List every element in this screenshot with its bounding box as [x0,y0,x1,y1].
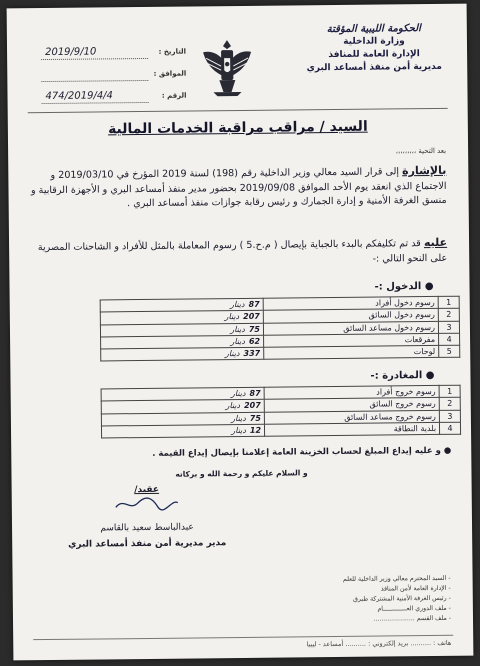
copies-list [251,574,452,626]
ref-label: الرقم : [161,91,187,100]
row-number: 3 [438,321,459,334]
bullet-icon: ● [440,445,452,456]
signatory-position: مدير مديرية أمن منفذ أمساعد البري [68,538,227,550]
bullet-icon: ● [422,369,435,382]
fee-label: لوحات [264,346,439,360]
deposit-note: ● و عليه إيداع المبلغ لحساب الخزينة العامة إعلامنا بإيصال إيداع القيمة . [152,445,452,459]
fee-amount: 337دينار [101,347,264,361]
instruction-lead: عليه [423,235,448,250]
row-number: 5 [439,345,460,358]
copy-item: - ملف الدوري العـــــــــــــام [377,604,451,613]
row-number: 1 [439,385,460,398]
date-row [41,41,186,65]
fee-amount: 12دينار [101,424,264,438]
eagle-emblem-icon [197,36,258,99]
exit-fee-table [101,385,462,439]
instruction-paragraph [31,236,447,270]
document-meta [41,41,187,109]
exit-heading: ● المغادرة :- [370,369,435,382]
date-label: التاريخ : [158,47,187,56]
row-number: 4 [439,422,460,435]
signature-rank: عقيد/ [134,484,160,496]
fee-amount: 75دينار [100,323,263,337]
date-value: 2019/9/10 [41,45,148,59]
entry-fee-table [100,296,461,362]
row-number: 4 [439,333,460,346]
copy-item: - الإدارة العامة لأمن المنافذ [380,584,451,593]
hijri-label: الموافق : [153,69,187,78]
ministry-name: وزارة الداخلية [343,36,405,47]
fee-amount: 87دينار [100,298,263,312]
entry-heading: ● الدخول :- [374,280,434,293]
fee-label: رسوم خروج أفراد [264,385,439,399]
hijri-value [41,67,148,81]
bullet-icon: ● [421,280,434,293]
fee-label: رسوم دخول أفراد [263,296,438,310]
ref-value: 474/2019/4/4 [41,89,148,103]
copy-item: - ملف القسم ..................... [373,614,452,623]
copy-item: - السيد المحترم معالي وزير الداخلية للعلم [342,574,451,583]
fee-label: رسوم خروج مساعد السائق [264,410,439,424]
fee-label: بلدية النطاقة [264,422,439,436]
row-number: 2 [438,308,459,321]
letterhead-text [299,22,450,76]
hijri-row [41,63,186,87]
header-divider [28,108,448,113]
instruction-text: قد تم تكليفكم بالبدء بالجباية بإيصال ( م.ح.5 ) رسوم المعاملة بالمثل للأفراد و الشاحنات المصرية على النحو التالي :- [37,238,448,265]
ref-row [41,85,186,109]
row-number: 1 [438,296,459,309]
letter-title: السيد / مراقب مراقبة الخدمات المالية [107,118,368,138]
fee-label: رسوم خروج السائق [264,398,439,412]
table-row [101,345,460,361]
fee-label: رسوم دخول مساعد السائق [263,321,438,335]
fee-amount: 75دينار [101,412,264,426]
fee-label: رسوم دخول السائق [263,309,438,323]
directorate-name: مديرية أمن منفذ أمساعد البري [306,61,442,74]
fee-amount: 62دينار [101,335,264,349]
signature-block [42,484,253,550]
fee-label: مفرقعات [264,333,439,347]
document-page [7,4,474,661]
footer-text: هاتف : .......... بريد إلكتروني : .......... أمساعد - ليبيا [306,638,452,649]
row-number: 3 [439,410,460,423]
greeting: بعد التحية ،،،،،،،،، [395,146,447,156]
fee-amount: 87دينار [101,387,264,401]
copy-item: - رئيس الغرفة الأمنية المشتركة طبرق [353,594,451,603]
admin-name: الإدارة العامة للمنافذ [328,49,420,61]
row-number: 2 [439,397,460,410]
table-row [101,422,460,438]
signatory-name: عبدالباسط سعيد بالقاسم [100,522,194,534]
reference-paragraph [30,164,446,213]
reference-text: إلى قرار السيد معالي وزير الداخلية رقم (198) لسنة 2019 المؤرخ في 2019/03/10 و الاجتماع الذي انعقد يوم الأحد الموافق 2019/09/08 بحضور مدير منفذ أمساعد البري و الأجهزة الرقابية و منسق الغرفة الأمنية و إدارة الجمارك و رئيس رقابة جوازات منفذ أمساعد البري . [30,166,447,210]
reference-lead: بالإشارة [402,163,447,178]
fee-amount: 207دينار [101,400,264,414]
fee-amount: 207دينار [100,311,263,325]
signature-scribble-icon [112,495,182,514]
government-name: الحكومة الليبية المؤقتة [326,23,421,36]
salutation: و السلام عليكم و رحمة الله و بركاته [175,468,308,479]
